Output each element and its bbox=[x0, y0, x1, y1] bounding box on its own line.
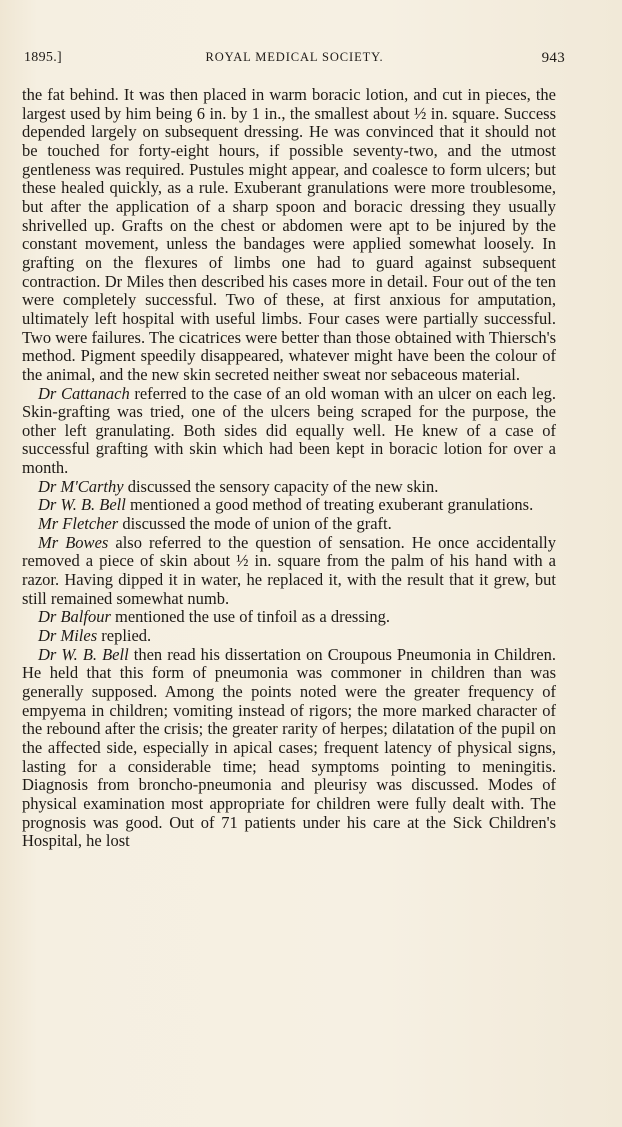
speaker-name: Dr Miles bbox=[38, 626, 98, 646]
paragraph-text: then read his dissertation on Croupous Pneumonia in Children. He held that this form of pneumonia was commoner in children than was generally supposed. Among the points noted were the greater frequency of empyema in children; vomiting instead of rigors; the more marked character of the rebound after the crisis; the greater rarity of herpes; dilatation of the pupil on the affected side, especially in apical cases; frequent latency of physical signs, lasting for a considerable time; head symptoms pointing to meningitis. Diagnosis from broncho-pneumonia and pleurisy was discussed. Modes of physical examination most appropriate for children were fully dealt with. The prognosis was good. Out of 71 patients under his care at the Sick Children's Hospital, he lost bbox=[22, 644, 556, 851]
paragraph-1 bbox=[22, 86, 556, 385]
header-year: 1895.] bbox=[24, 50, 62, 65]
paragraph-2 bbox=[22, 385, 556, 478]
paragraph-4 bbox=[22, 496, 556, 515]
paragraph-text: referred to the case of an old woman with an ulcer on each leg. Skin-grafting was tried, one of the ulcers being scraped for the purpose, the other left granulating. Both sides did equally well. He knew of a case of successful grafting with skin which had been kept in boracic lotion for over a month. bbox=[22, 383, 556, 478]
speaker-name: Dr M'Carthy bbox=[38, 476, 124, 496]
header-title: ROYAL MEDICAL SOCIETY. bbox=[205, 50, 384, 64]
paragraph-7 bbox=[22, 608, 556, 627]
paragraph-text: discussed the mode of union of the graft. bbox=[118, 514, 392, 534]
paragraph-text: mentioned a good method of treating exuberant granulations. bbox=[125, 495, 534, 515]
paragraph-6 bbox=[22, 534, 556, 609]
paragraph-9 bbox=[22, 646, 556, 851]
paragraph-5 bbox=[22, 515, 556, 534]
body-text bbox=[22, 86, 556, 851]
paragraph-text: mentioned the use of tinfoil as a dressing. bbox=[110, 607, 390, 627]
paragraph-text: discussed the sensory capacity of the new skin. bbox=[123, 476, 439, 496]
speaker-name: Dr Cattanach bbox=[38, 383, 130, 403]
speaker-name: Dr Balfour bbox=[38, 607, 111, 627]
paragraph-text: the fat behind. It was then placed in warm boracic lotion, and cut in pieces, the largest used by him being 6 in. by 1 in., the smallest about ½ in. square. Success depended largely on subsequent dressing. He was convinced that it should not be touched for forty-eight hours, if possible seventy-two, and the utmost gentleness was required. Pustules might appear, and coalesce to form ulcers; but these healed quickly, as a rule. Exuberant granulations were more troublesome, but after the application of a sharp spoon and boracic dressing they usually shrivelled up. Grafts on the chest or abdomen were apt to be injured by the constant movement, unless the bandages were applied somewhat loosely. In grafting on the flexures of limbs one had to guard against subsequent contraction. Dr Miles then described his cases more in detail. Four out of the ten were completely successful. Two of these, at first anxious for amputation, ultimately left hospital with useful limbs. Four cases were partially successful. Two were failures. The cicatrices were better than those obtained with Thiersch's method. Pigment speedily disappeared, whatever might have been the colour of the animal, and the new skin secreted neither sweat nor sebaceous material. bbox=[22, 85, 556, 384]
paragraph-3 bbox=[22, 478, 556, 497]
speaker-name: Mr Bowes bbox=[38, 532, 109, 552]
running-header bbox=[24, 50, 565, 72]
speaker-name: Mr Fletcher bbox=[38, 514, 119, 534]
paragraph-8 bbox=[22, 627, 556, 646]
speaker-name: Dr W. B. Bell bbox=[38, 644, 129, 664]
page-number: 943 bbox=[541, 50, 565, 66]
speaker-name: Dr W. B. Bell bbox=[38, 495, 126, 515]
paragraph-text: replied. bbox=[97, 626, 152, 646]
paragraph-text: also referred to the question of sensation. He once accidentally removed a piece of skin about ½ in. square from the palm of his hand with a razor. Having dipped it in water, he replaced it, with the result that it grew, but still remained somewhat numb. bbox=[22, 532, 556, 608]
